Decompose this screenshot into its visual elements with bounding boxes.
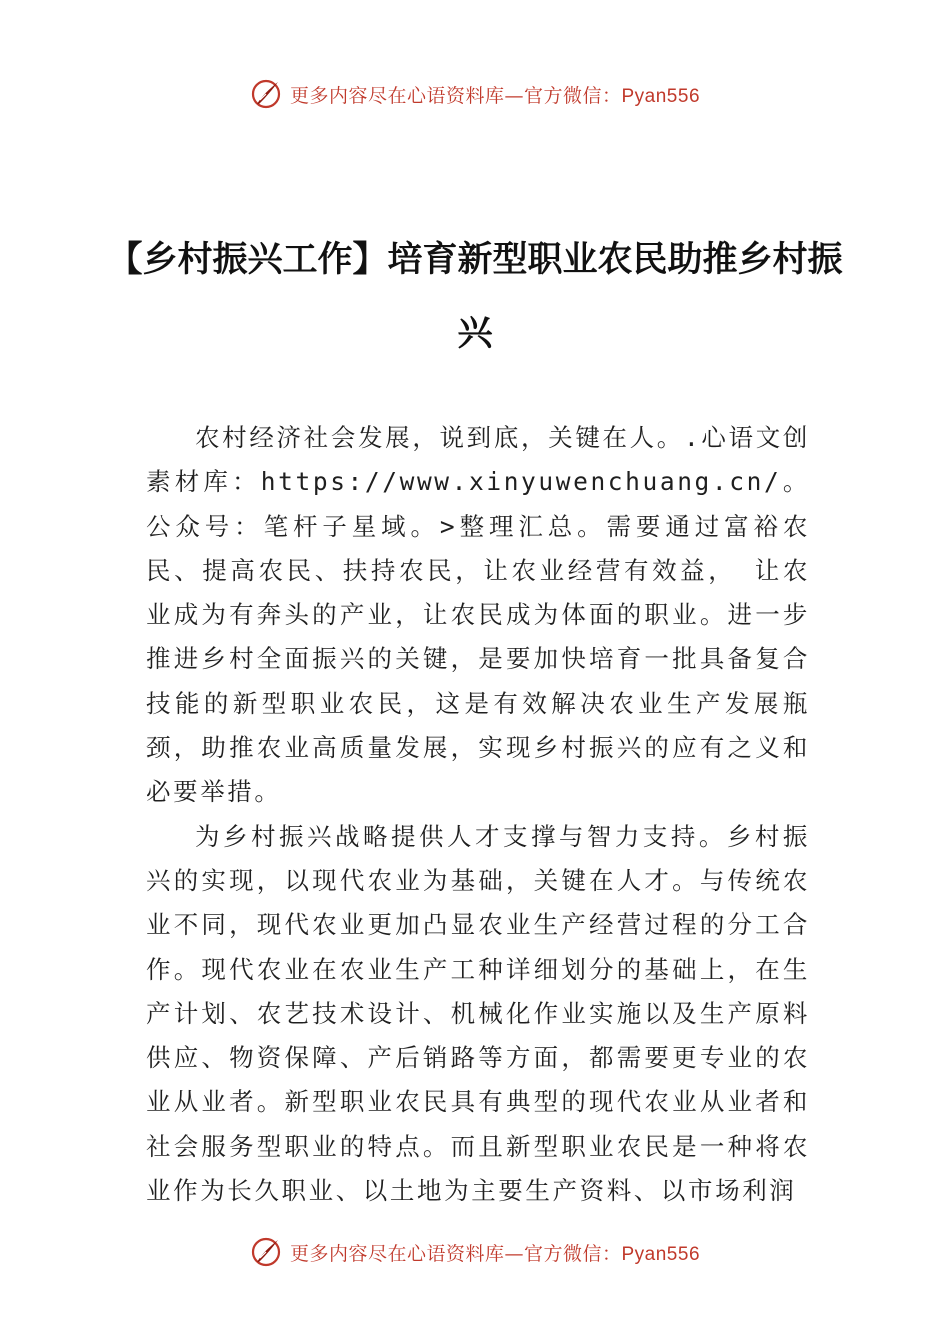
footer-banner <box>0 1232 950 1272</box>
feather-seal-icon <box>250 78 282 110</box>
header-wechat-id: Pyan556 <box>621 85 701 107</box>
paragraph: 农村经济社会发展，说到底，关键在人。.心语文创素材库：https://www.xinyuwenchuang.cn/。公众号：笔杆子星域。>整理汇总。需要通过富裕农民、提高农民、扶持农民，让农业经营有效益， 让农业成为有奔头的产业，让农民成为体面的职业。进一步推进乡村全面振兴的关键，是要加快培育一批具备复合技能的新型职业农民，这是有效解决农业生产发展瓶颈，助推农业高质量发展，实现乡村振兴的应有之义和必要举措。 <box>146 423 810 807</box>
footer-banner-text <box>290 1239 700 1266</box>
footer-brand-text: 更多内容尽在心语资料库 <box>289 1242 505 1265</box>
feather-seal-icon <box>250 1236 282 1268</box>
header-wechat-label: 官方微信： <box>523 84 622 107</box>
footer-wechat-label: 官方微信： <box>523 1242 622 1265</box>
document-body <box>146 416 810 1213</box>
footer-wechat-id: Pyan556 <box>621 1243 701 1265</box>
document-title: 【乡村振兴工作】培育新型职业农民助推乡村振兴 <box>107 240 843 355</box>
header-separator: — <box>504 84 524 107</box>
header-brand-text: 更多内容尽在心语资料库 <box>289 84 505 107</box>
footer-separator: — <box>504 1242 524 1265</box>
paragraph: 为乡村振兴战略提供人才支撑与智力支持。乡村振兴的实现，以现代农业为基础，关键在人才。与传统农业不同，现代农业更加凸显农业生产经营过程的分工合作。现代农业在农业生产工种详细划分的基础上，在生产计划、农艺技术设计、机械化作业实施以及生产原料供应、物资保障、产后销路等方面，都需要更专业的农业从业者。新型职业农民具有典型的现代农业从业者和社会服务型职业的特点。而且新型职业农民是一种将农业作为长久职业、以土地为主要生产资料、以市场利润 <box>146 821 810 1206</box>
header-banner-text <box>290 81 700 108</box>
header-banner <box>0 74 950 114</box>
